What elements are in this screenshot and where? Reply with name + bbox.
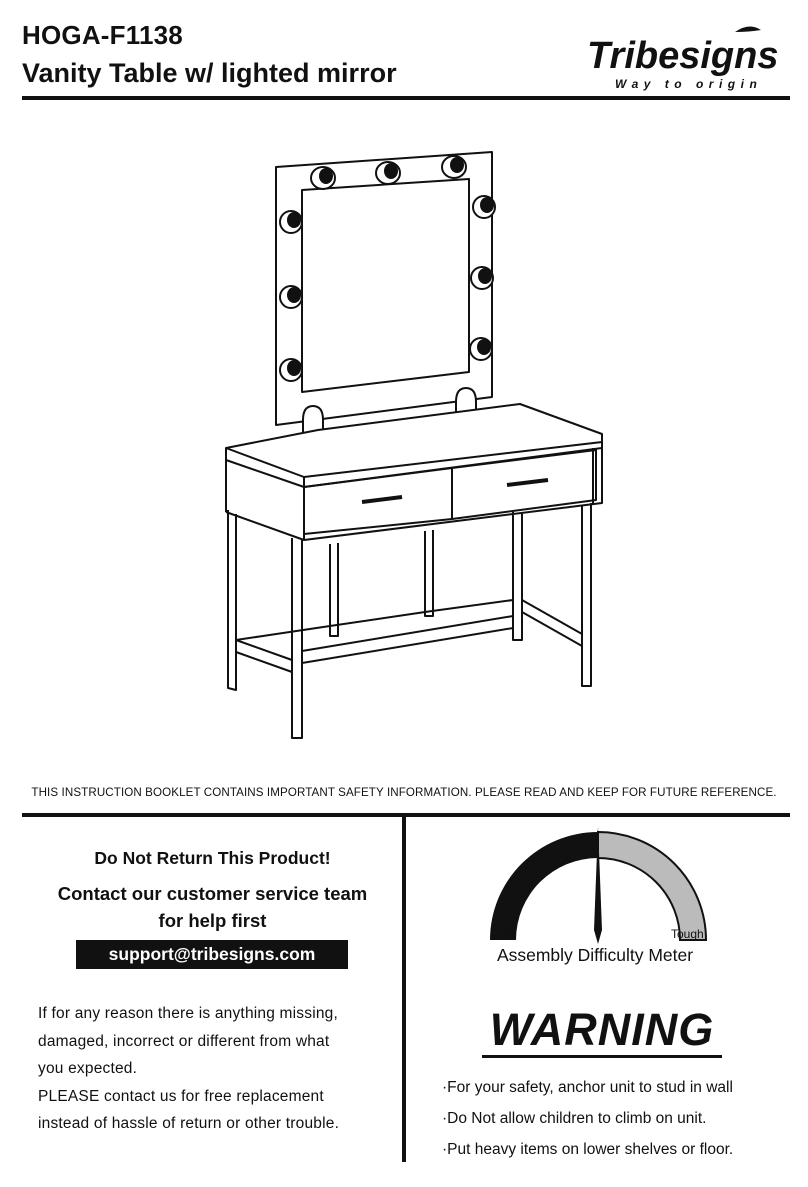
- header-rule: [22, 96, 790, 100]
- meter-tough-arc: [598, 832, 706, 940]
- support-email[interactable]: support@tribesigns.com: [76, 940, 348, 969]
- message-line: PLEASE contact us for free replacement: [38, 1087, 324, 1105]
- customer-message: [38, 1000, 393, 1138]
- difficulty-meter: [478, 828, 718, 946]
- product-title: Vanity Table w/ lighted mirror: [22, 58, 397, 88]
- model-number: HOGA-F1138: [22, 20, 183, 50]
- meter-easy-label: Easy: [490, 925, 517, 939]
- vanity-table-illustration: [200, 140, 630, 750]
- warning-title: WARNING: [489, 1004, 715, 1055]
- warning-item: ·Do Not allow children to climb on unit.: [442, 1110, 707, 1127]
- warning-item: ·For your safety, anchor unit to stud in wall: [442, 1079, 733, 1096]
- message-line: instead of hassle of return or other trouble.: [38, 1115, 340, 1132]
- warning-list: [442, 1072, 782, 1165]
- meter-title: Assembly Difficulty Meter: [496, 945, 694, 965]
- meter-tough-label: Tough: [671, 927, 704, 941]
- contact-line: for help first: [158, 910, 267, 931]
- section-rule: [22, 813, 790, 817]
- do-not-return-heading: Do Not Return This Product!: [94, 848, 331, 868]
- safety-notice: THIS INSTRUCTION BOOKLET CONTAINS IMPORTANT SAFETY INFORMATION. PLEASE READ AND KEEP FOR FUTURE REFERENCE.: [31, 786, 777, 799]
- meter-easy-arc: [490, 832, 598, 940]
- message-line: you expected.: [38, 1060, 138, 1077]
- column-divider: [402, 817, 406, 1162]
- warning-underline: [482, 1055, 722, 1058]
- contact-heading: [30, 880, 395, 934]
- brand-name: Tribesigns: [587, 35, 779, 77]
- warning-item: ·Put heavy items on lower shelves or floor.: [442, 1141, 734, 1158]
- brand-tagline: Way to origin: [615, 77, 763, 91]
- message-line: damaged, incorrect or different from what: [38, 1032, 330, 1050]
- brand-logo: [585, 22, 790, 97]
- message-line: If for any reason there is anything missing,: [38, 1005, 339, 1022]
- contact-line: Contact our customer service team: [57, 883, 368, 904]
